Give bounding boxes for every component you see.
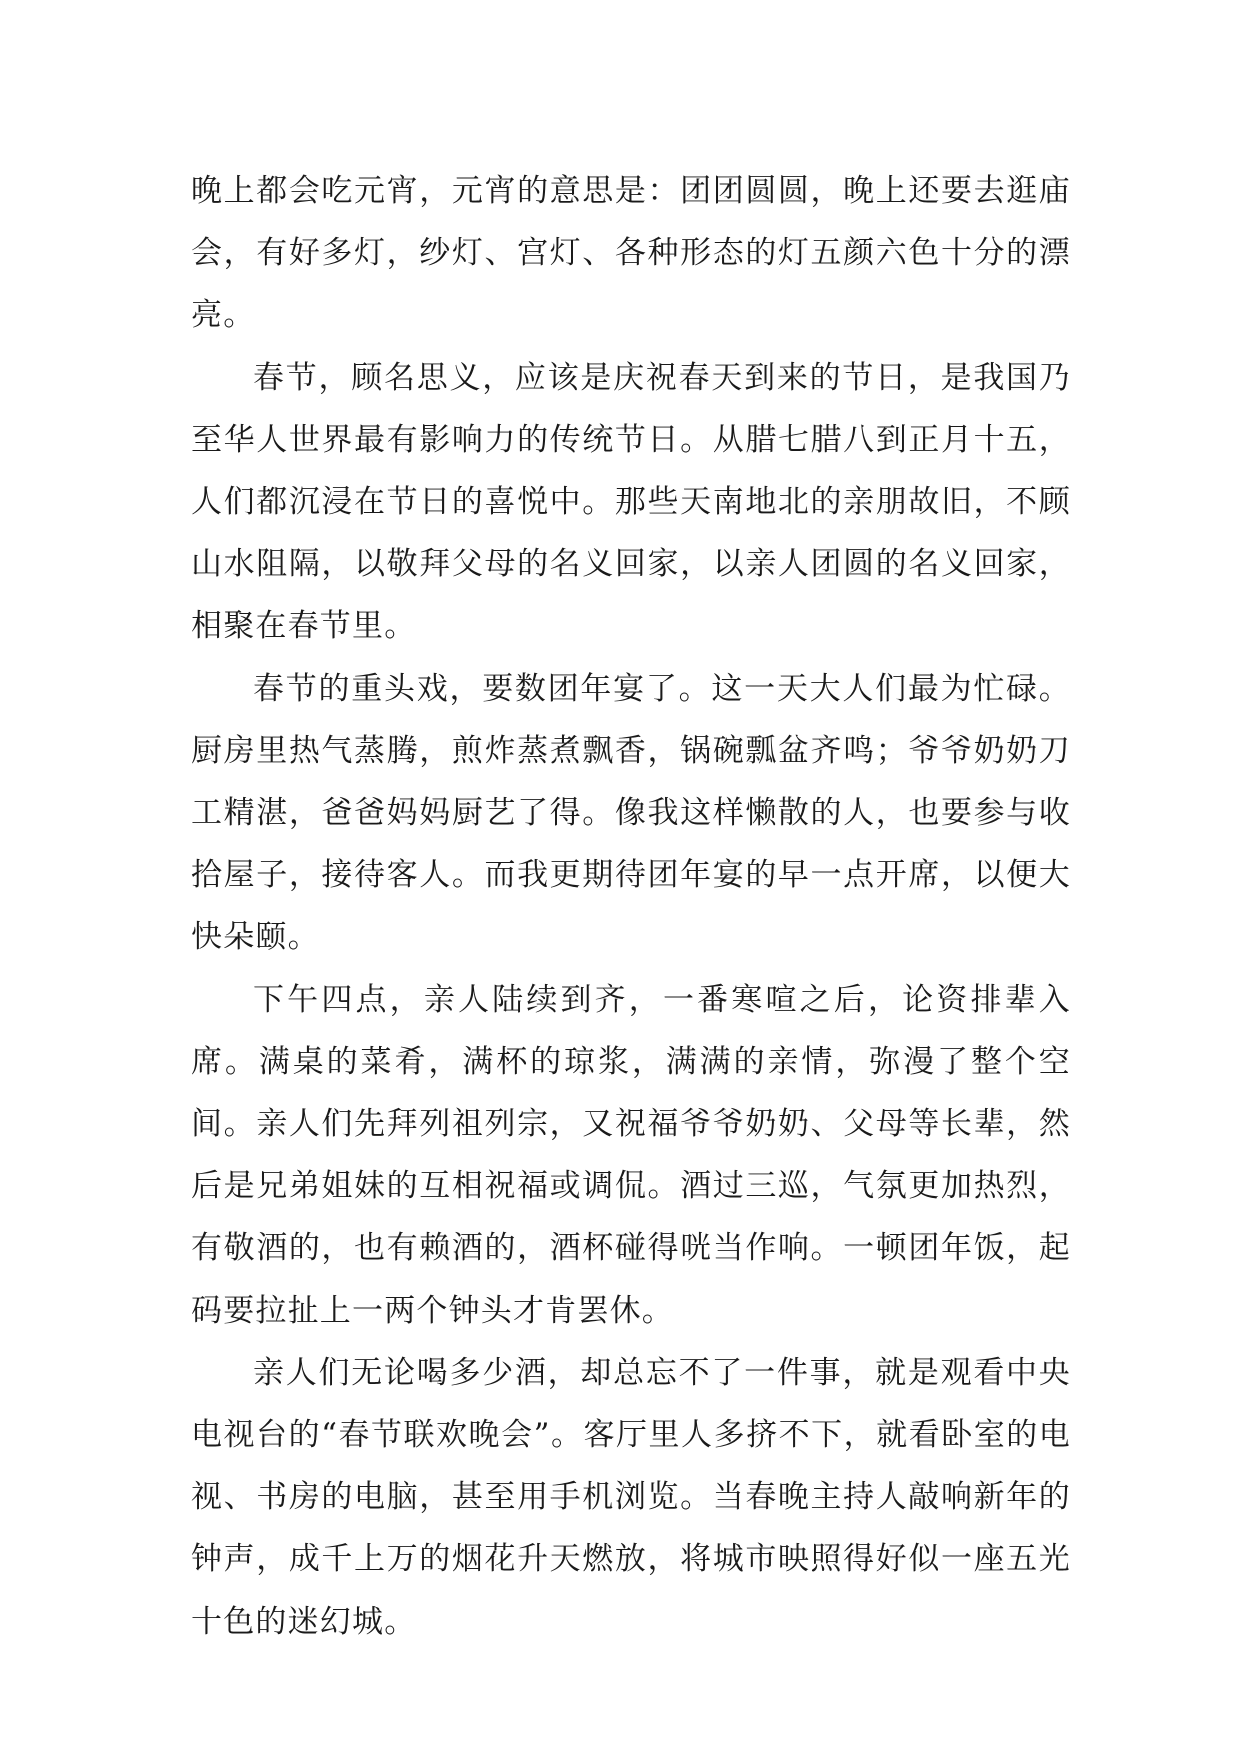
paragraph-4: 下午四点，亲人陆续到齐，一番寒喧之后，论资排辈入席。满桌的菜肴，满杯的琼浆，满满的亲情，弥漫了整个空间。亲人们先拜列祖列宗，又祝福爷爷奶奶、父母等长辈，然后是兄弟姐妹的互相祝福或调侃。酒过三巡，气氛更加热烈，有敬酒的，也有赖酒的，酒杯碰得咣当作响。一顿团年饭，起码要拉扯上一两个钟头才肯罢休。 [191,981,1071,1329]
paragraph-2: 春节，顾名思义，应该是庆祝春天到来的节日，是我国乃至华人世界最有影响力的传统节日。从腊七腊八到正月十五，人们都沉浸在节日的喜悦中。那些天南地北的亲朋故旧，不顾山水阻隔，以敬拜父母的名义回家，以亲人团圆的名义回家，相聚在春节里。 [191,359,1071,645]
paragraph-5: 亲人们无论喝多少酒，却总忘不了一件事，就是观看中央电视台的“春节联欢晚会”。客厅里人多挤不下，就看卧室的电视、书房的电脑，甚至用手机浏览。当春晚主持人敲响新年的钟声，成千上万的烟花升天燃放，将城市映照得好似一座五光十色的迷幻城。 [191,1354,1071,1640]
paragraph-3: 春节的重头戏，要数团年宴了。这一天大人们最为忙碌。厨房里热气蒸腾，煎炸蒸煮飘香，锅碗瓢盆齐鸣；爷爷奶奶刀工精湛，爸爸妈妈厨艺了得。像我这样懒散的人，也要参与收拾屋子，接待客人。而我更期待团年宴的早一点开席，以便大快朵颐。 [191,670,1071,956]
document-body [191,160,1071,1653]
paragraph-1: 晚上都会吃元宵，元宵的意思是：团团圆圆，晚上还要去逛庙会，有好多灯，纱灯、宫灯、各种形态的灯五颜六色十分的漂亮。 [191,173,1071,334]
